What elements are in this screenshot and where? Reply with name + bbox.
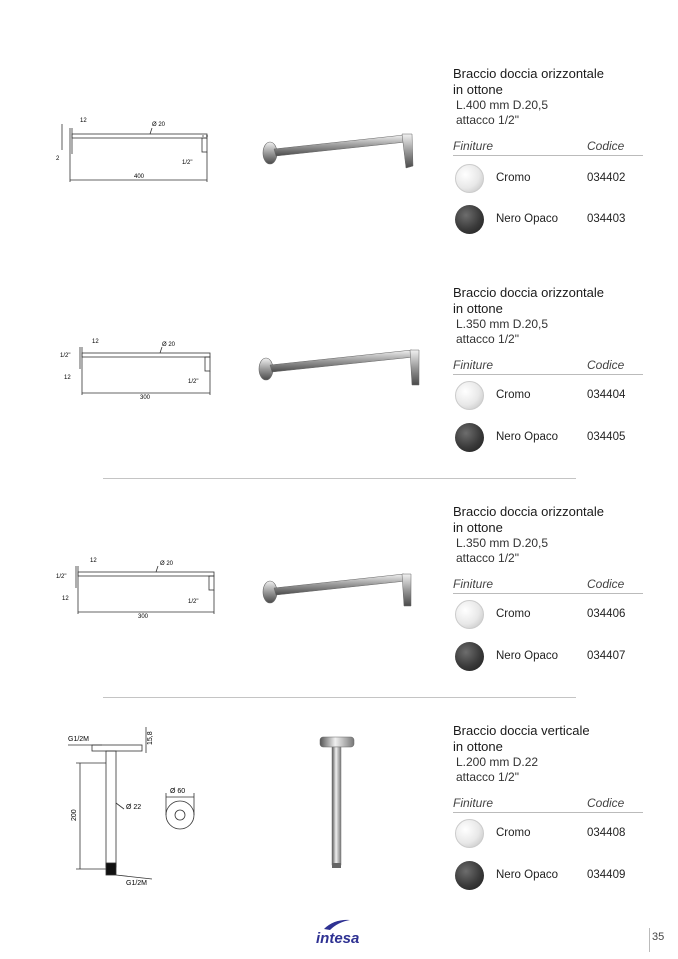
- finish-row: [453, 594, 643, 635]
- dim-label: 12: [62, 596, 69, 602]
- finish-code: 034404: [587, 389, 626, 401]
- dim-label: Ø 60: [170, 788, 186, 795]
- finish-code: 034406: [587, 608, 626, 620]
- finish-row: [453, 854, 643, 895]
- finish-name: Nero Opaco: [496, 650, 559, 662]
- technical-drawing: [52, 114, 222, 234]
- product-info: [453, 504, 643, 676]
- technical-drawing: [62, 723, 232, 893]
- product-034406: [0, 504, 678, 704]
- product-spec-2: attacco 1/2": [456, 551, 519, 565]
- product-title-2: in ottone: [453, 301, 503, 316]
- matte-black-swatch-icon: [455, 205, 484, 234]
- dim-label: 12: [64, 375, 71, 381]
- dim-label: Ø 20: [160, 561, 174, 567]
- matte-black-swatch-icon: [455, 861, 484, 890]
- section-divider: [103, 478, 576, 479]
- header-finiture: Finiture: [453, 358, 494, 372]
- finish-name: Nero Opaco: [496, 869, 559, 881]
- product-spec-2: attacco 1/2": [456, 770, 519, 784]
- product-title-2: in ottone: [453, 520, 503, 535]
- header-codice: Codice: [587, 796, 625, 810]
- dim-label: 400: [134, 174, 145, 180]
- dim-label: 300: [138, 614, 149, 620]
- product-title-2: in ottone: [453, 82, 503, 97]
- finish-name: Cromo: [496, 608, 531, 620]
- chrome-swatch-icon: [455, 164, 484, 193]
- finish-name: Cromo: [496, 827, 531, 839]
- header-codice: Codice: [587, 358, 625, 372]
- product-spec: L.350 mm D.20,5: [456, 317, 549, 331]
- product-spec: L.200 mm D.22: [456, 755, 539, 769]
- dim-label: 2: [56, 156, 60, 162]
- dim-label: Ø 20: [162, 342, 176, 348]
- product-title: Braccio doccia verticale: [453, 723, 590, 738]
- dim-label: 1/2": [188, 599, 199, 605]
- dim-label: 12: [80, 118, 87, 124]
- finish-row: [453, 813, 643, 854]
- product-photo: [256, 128, 421, 178]
- technical-drawing: [52, 554, 222, 674]
- dim-label: 200: [71, 809, 78, 821]
- dim-label: 15,8: [147, 731, 154, 745]
- product-info: [453, 723, 643, 895]
- product-title: Braccio doccia orizzontale: [453, 285, 605, 300]
- product-info: [453, 285, 643, 457]
- finish-row: [453, 635, 643, 676]
- finish-row: [453, 156, 643, 197]
- product-spec: L.350 mm D.20,5: [456, 536, 549, 550]
- finish-code: 034408: [587, 827, 626, 839]
- product-034408: [0, 723, 678, 923]
- finish-table-header: [453, 796, 643, 813]
- header-finiture: Finiture: [453, 139, 494, 153]
- dim-label: 1/2": [182, 160, 193, 166]
- product-title: Braccio doccia orizzontale: [453, 504, 605, 519]
- finish-table-header: [453, 358, 643, 375]
- finish-code: 034403: [587, 213, 626, 225]
- dim-label: 300: [140, 395, 151, 401]
- brand-logo: intesa: [316, 930, 360, 947]
- product-spec: L.400 mm D.20,5: [456, 98, 549, 112]
- product-spec-2: attacco 1/2": [456, 332, 519, 346]
- finish-row: [453, 375, 643, 416]
- page-number: 35: [652, 931, 665, 943]
- finish-table-header: [453, 577, 643, 594]
- product-spec-2: attacco 1/2": [456, 113, 519, 127]
- header-codice: Codice: [587, 139, 625, 153]
- finish-name: Cromo: [496, 172, 531, 184]
- finish-table-header: [453, 139, 643, 156]
- chrome-swatch-icon: [455, 381, 484, 410]
- matte-black-swatch-icon: [455, 642, 484, 671]
- technical-drawing: [52, 335, 222, 455]
- dim-label: Ø 20: [152, 122, 166, 128]
- matte-black-swatch-icon: [455, 423, 484, 452]
- page-number-rule: [649, 928, 650, 952]
- header-codice: Codice: [587, 577, 625, 591]
- finish-name: Cromo: [496, 389, 531, 401]
- brand-swoosh-icon: [322, 917, 352, 931]
- dim-label: 12: [92, 339, 99, 345]
- chrome-swatch-icon: [455, 819, 484, 848]
- product-photo: [256, 572, 421, 622]
- dim-label: Ø 22: [126, 804, 142, 811]
- header-finiture: Finiture: [453, 796, 494, 810]
- dim-label: 1/2": [188, 379, 199, 385]
- section-divider: [103, 697, 576, 698]
- dim-label: 12: [90, 558, 97, 564]
- product-photo: [256, 347, 421, 397]
- finish-name: Nero Opaco: [496, 431, 559, 443]
- dim-label: 1/2": [56, 574, 67, 580]
- product-info: [453, 66, 643, 238]
- dim-label: 1/2": [60, 353, 71, 359]
- finish-name: Nero Opaco: [496, 213, 559, 225]
- chrome-swatch-icon: [455, 600, 484, 629]
- finish-code: 034402: [587, 172, 626, 184]
- finish-code: 034405: [587, 431, 626, 443]
- finish-row: [453, 416, 643, 457]
- finish-code: 034407: [587, 650, 626, 662]
- product-photo: [314, 735, 374, 875]
- finish-code: 034409: [587, 869, 626, 881]
- product-034402: [0, 66, 678, 266]
- product-034404: [0, 285, 678, 485]
- dim-label: G1/2M: [68, 736, 90, 743]
- header-finiture: Finiture: [453, 577, 494, 591]
- product-title: Braccio doccia orizzontale: [453, 66, 605, 81]
- product-title-2: in ottone: [453, 739, 503, 754]
- dim-label: G1/2M: [126, 880, 148, 887]
- finish-row: [453, 197, 643, 238]
